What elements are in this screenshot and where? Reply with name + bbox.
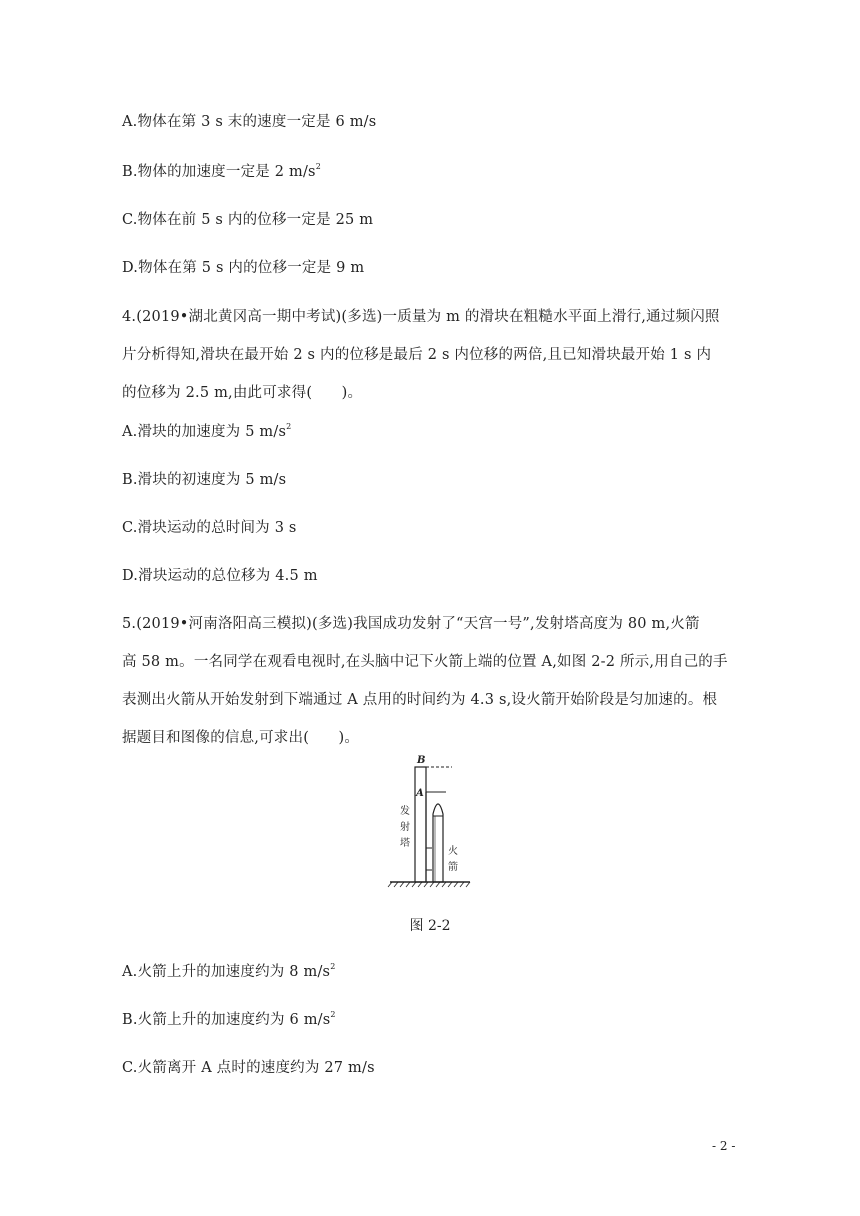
rocket-label-1: 火 [448,846,458,857]
option-5c: C.火箭离开 A 点时的速度约为 27 m/s [122,1060,375,1076]
option-4a [122,422,291,442]
option-5b [122,1010,336,1030]
option-3b [122,162,321,182]
label-a: A [416,788,424,799]
option-3d: D.物体在第 5 s 内的位移一定是 9 m [122,260,365,276]
tower-label-2: 射 [400,822,410,833]
tower-label-1: 发 [400,806,410,817]
option-4a-text: A.滑块的加速度为 5 m/s [122,424,287,440]
rocket-tower-figure [380,752,480,892]
superscript: 2 [330,962,336,971]
label-b: B [417,755,426,766]
superscript: 2 [286,422,292,431]
superscript: 2 [330,1010,336,1019]
option-3c: C.物体在前 5 s 内的位移一定是 25 m [122,212,374,228]
question-4-line-1: 4.(2019•湖北黄冈高一期中考试)(多选)一质量为 m 的滑块在粗糙水平面上滑行,通过频闪照 [122,309,720,325]
question-4-line-2: 片分析得知,滑块在最开始 2 s 内的位移是最后 2 s 内位移的两倍,且已知滑块最开始 1 s 内 [122,347,712,363]
option-4d: D.滑块运动的总位移为 4.5 m [122,568,318,584]
rocket-label-2: 箭 [448,862,458,873]
option-4b: B.滑块的初速度为 5 m/s [122,472,287,488]
question-5-line-3: 表测出火箭从开始发射到下端通过 A 点用的时间约为 4.3 s,设火箭开始阶段是匀加速的。根 [122,692,718,708]
figure-caption: 图 2-2 [409,918,451,934]
question-5-line-2: 高 58 m。一名同学在观看电视时,在头脑中记下火箭上端的位置 A,如图 2-2 所示,用自己的手 [122,654,728,670]
option-5b-text: B.火箭上升的加速度约为 6 m/s [122,1012,331,1028]
option-5a-text: A.火箭上升的加速度约为 8 m/s [122,964,331,980]
question-5-line-4: 据题目和图像的信息,可求出( )。 [122,730,360,746]
question-5-line-1: 5.(2019•河南洛阳高三模拟)(多选)我国成功发射了“天宫一号”,发射塔高度为 80 m,火箭 [122,616,700,632]
question-4-line-3: 的位移为 2.5 m,由此可求得( )。 [122,385,363,401]
option-5a [122,962,336,982]
option-4c: C.滑块运动的总时间为 3 s [122,520,297,536]
option-3b-text: B.物体的加速度一定是 2 m/s [122,164,316,180]
superscript: 2 [315,162,321,171]
page-number: - 2 - [712,1139,736,1153]
option-3a: A.物体在第 3 s 末的速度一定是 6 m/s [122,114,377,130]
tower-label-3: 塔 [400,838,410,849]
